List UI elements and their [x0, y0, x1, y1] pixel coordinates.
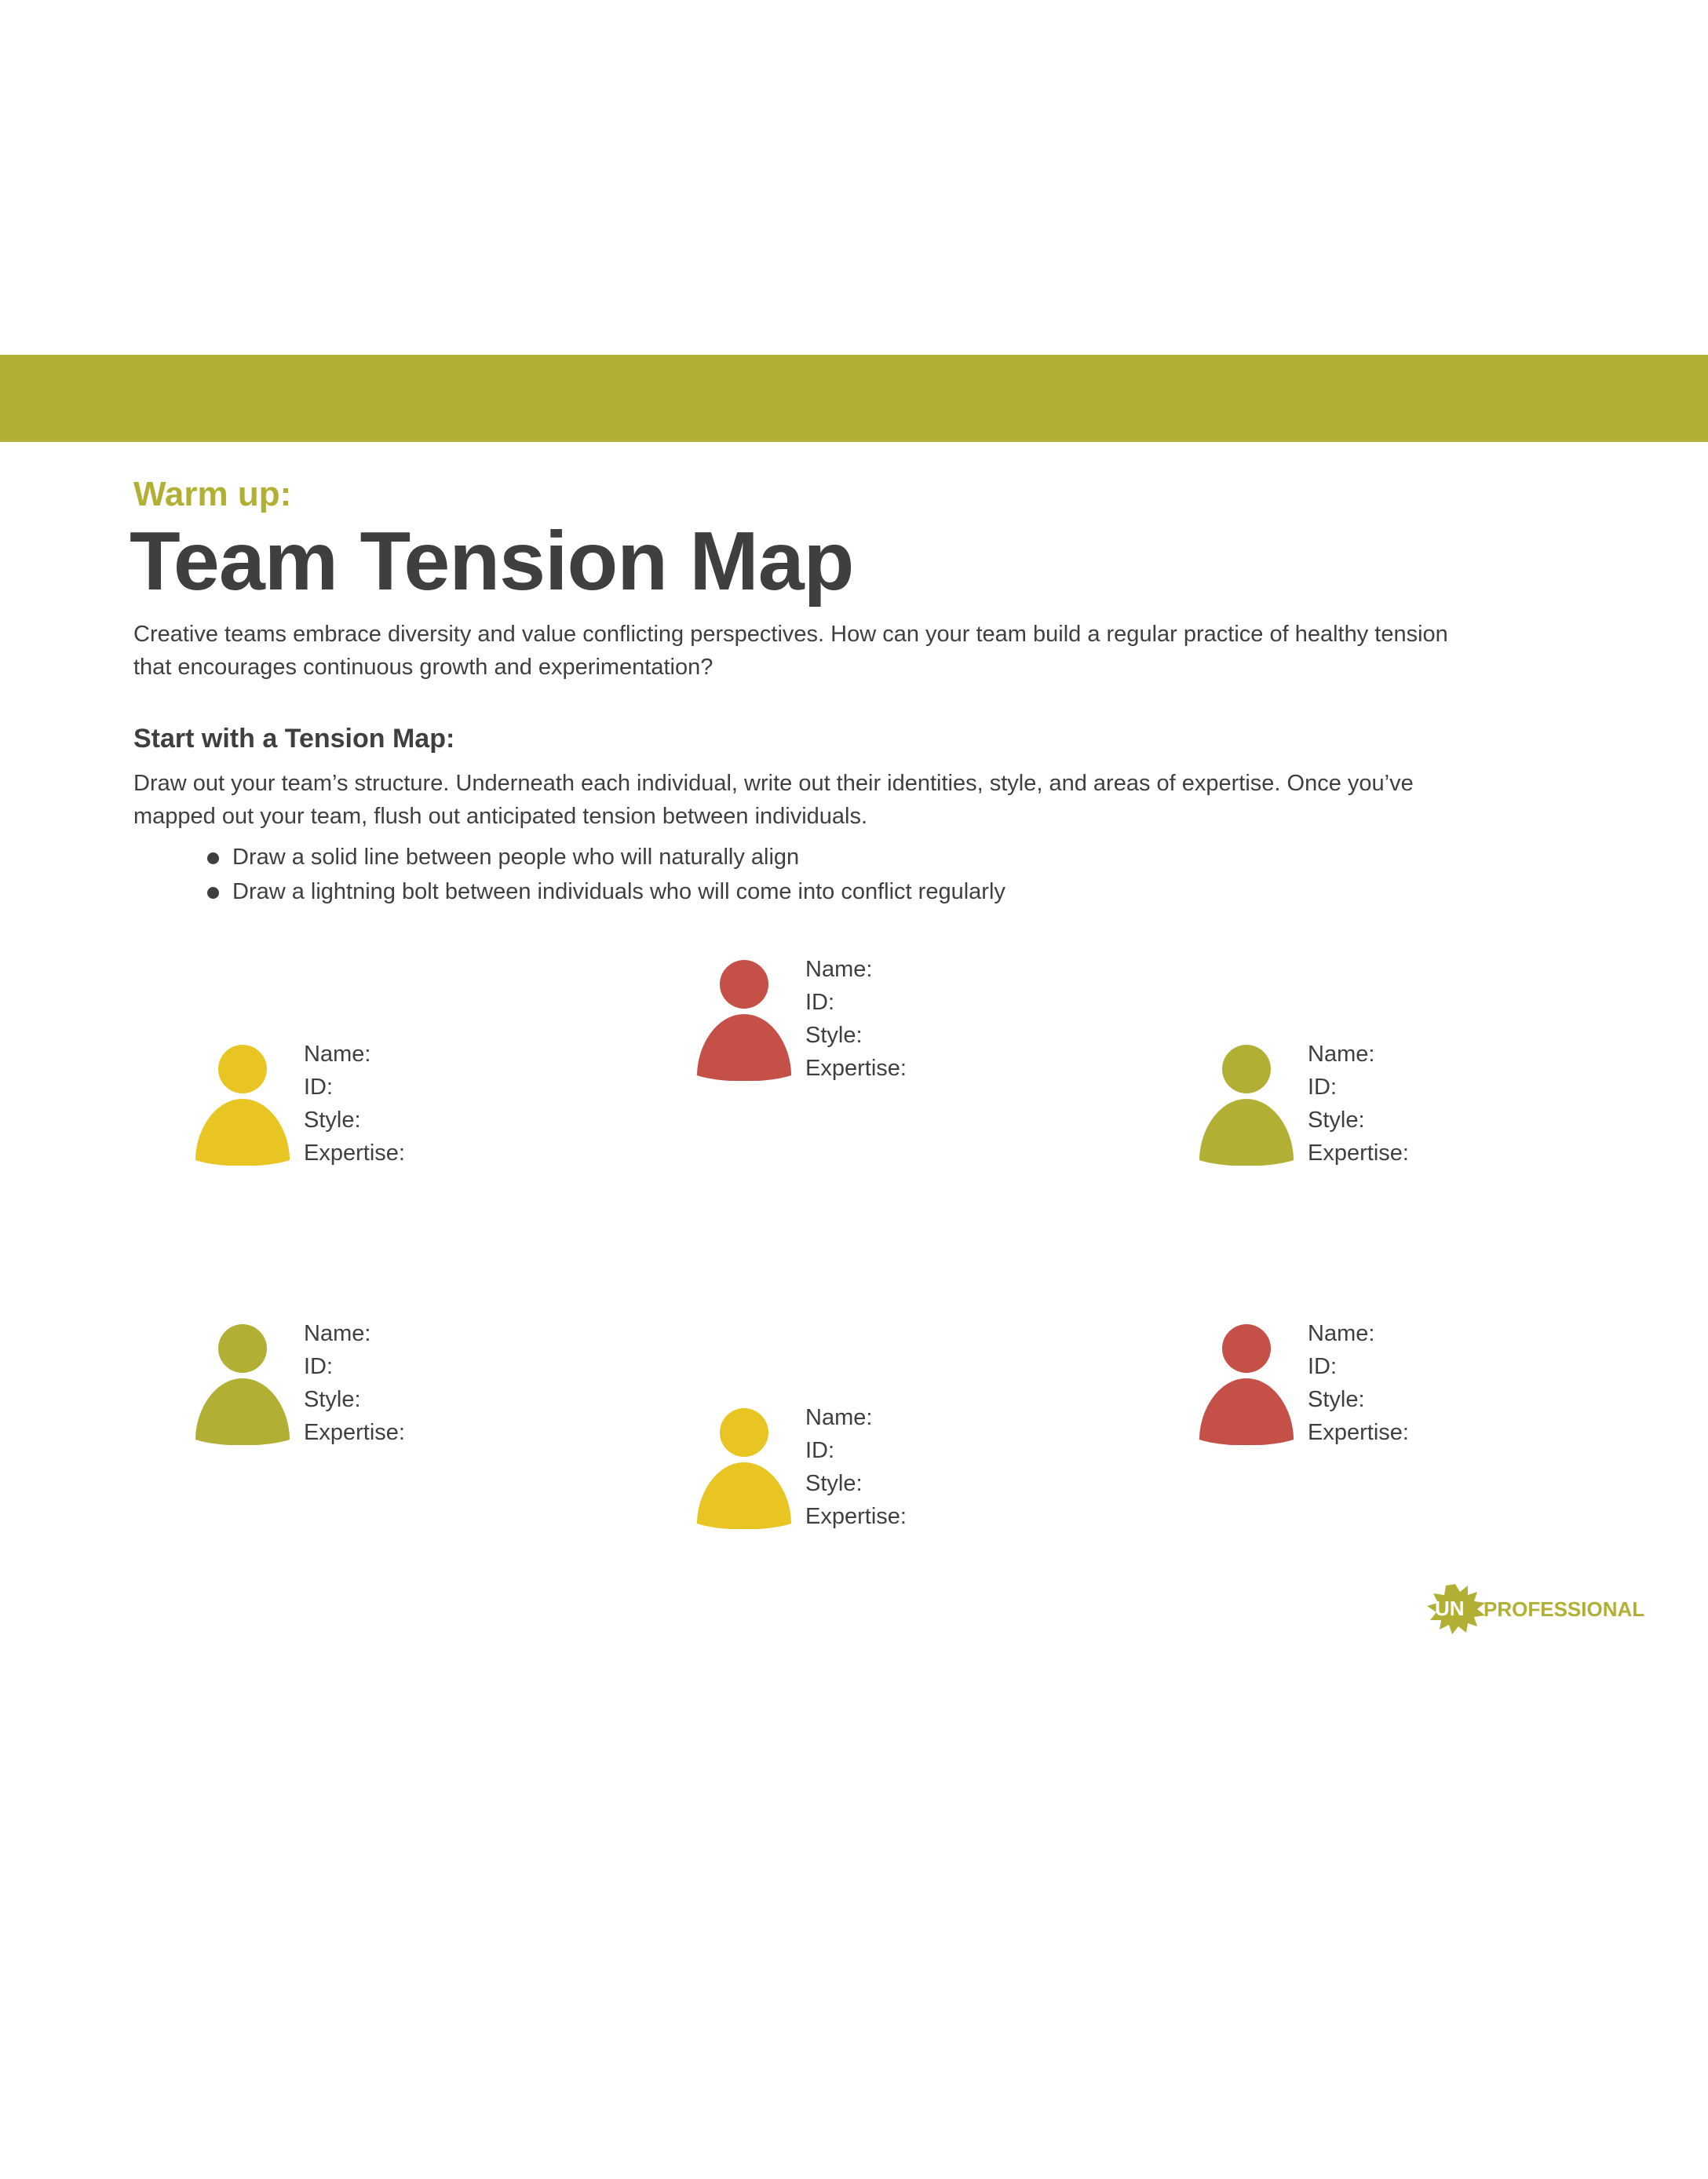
id-label: ID: [805, 990, 835, 1015]
logo-professional-text: PROFESSIONAL [1484, 1597, 1645, 1621]
style-label: Style: [304, 1387, 361, 1412]
instruction-text: Draw a lightning bolt between individuals who will come into conflict regularly [232, 879, 1005, 904]
person-fields [805, 953, 907, 1085]
person-fields [1308, 1038, 1409, 1170]
name-label: Name: [805, 1405, 873, 1430]
name-label: Name: [304, 1042, 371, 1067]
person-icon [195, 1044, 290, 1166]
person-fields [304, 1317, 405, 1449]
intro-paragraph: Creative teams embrace diversity and value conflicting perspectives. How can your team build a regular practice of healthy tension that encourages continuous growth and experimentation? [133, 622, 1448, 680]
instruction-item [207, 874, 1005, 909]
person-icon [195, 1323, 290, 1445]
style-label: Style: [1308, 1387, 1365, 1412]
section-body: Draw out your team’s structure. Underneath each individual, write out their identities, style, and areas of expertise. Once you’ve mapped out your team, flush out anticipated tension between individuals. [133, 771, 1414, 829]
id-label: ID: [1308, 1354, 1338, 1379]
bullet-icon [207, 887, 219, 899]
name-label: Name: [1308, 1321, 1375, 1346]
person-fields [1308, 1317, 1409, 1449]
style-label: Style: [1308, 1108, 1365, 1133]
person-icon [1199, 1044, 1294, 1166]
page-title: Team Tension Map [130, 515, 854, 608]
expertise-label: Expertise: [304, 1141, 405, 1166]
id-label: ID: [304, 1075, 334, 1100]
logo-un-text: UN [1435, 1597, 1465, 1620]
unprofessional-logo [1424, 1582, 1645, 1636]
id-label: ID: [805, 1438, 835, 1463]
name-label: Name: [1308, 1042, 1375, 1067]
style-label: Style: [304, 1108, 361, 1133]
expertise-label: Expertise: [805, 1504, 907, 1529]
name-label: Name: [304, 1321, 371, 1346]
person-fields [805, 1401, 907, 1533]
kicker-heading: Warm up: [133, 475, 292, 513]
expertise-label: Expertise: [805, 1056, 907, 1081]
person-fields [304, 1038, 405, 1170]
style-label: Style: [805, 1471, 863, 1496]
section-title: Start with a Tension Map: [133, 724, 455, 754]
expertise-label: Expertise: [304, 1420, 405, 1445]
instruction-item [207, 840, 1005, 874]
style-label: Style: [805, 1023, 863, 1048]
name-label: Name: [805, 957, 873, 982]
person-icon [697, 1407, 791, 1529]
person-icon [1199, 1323, 1294, 1445]
id-label: ID: [304, 1354, 334, 1379]
instruction-text: Draw a solid line between people who will naturally align [232, 845, 800, 870]
expertise-label: Expertise: [1308, 1420, 1409, 1445]
person-icon [697, 959, 791, 1081]
expertise-label: Expertise: [1308, 1141, 1409, 1166]
instruction-list [207, 840, 1005, 909]
bullet-icon [207, 852, 219, 864]
header-banner [0, 355, 1708, 442]
id-label: ID: [1308, 1075, 1338, 1100]
